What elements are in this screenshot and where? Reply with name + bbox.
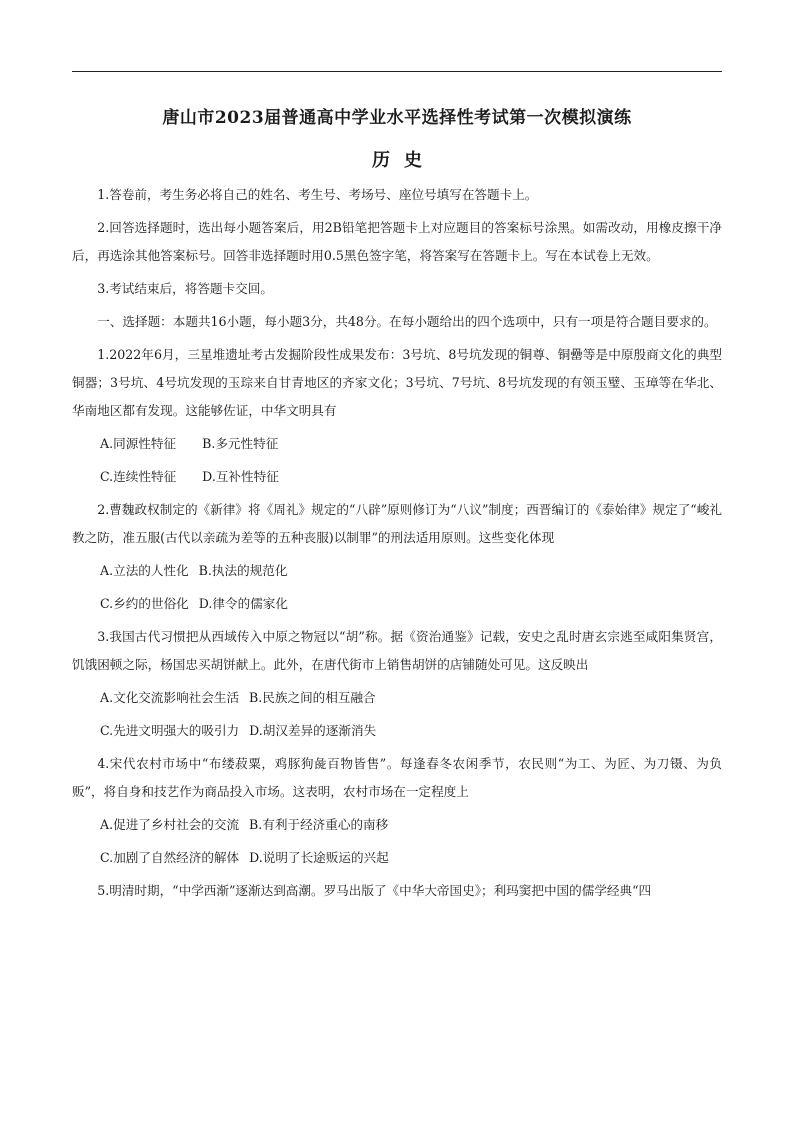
question-1-option-b: B.多元性特征 [202, 436, 279, 451]
question-4-option-d: D.说明了长途贩运的兴起 [249, 850, 389, 865]
question-5-stem: 5.明清时期，“中学西渐”逐渐达到高潮。罗马出版了《中华大帝国史》；利玛窦把中国的儒学经典“四 [97, 883, 652, 898]
question-2-options-row-1 [72, 557, 722, 585]
question-1-option-c: C.连续性特征 [100, 469, 177, 484]
question-4-option-a: A.促进了乡村社会的交流 [100, 817, 240, 832]
question-4-stem: 4.宋代农村市场中“布缕菽粟，鸡豚狗彘百物皆售”。每逢春冬农闲季节，农民则“为工、为匠、为刀镊、为负贩”，将自身和技艺作为商品投入市场。这表明，农村市场在一定程度上 [72, 756, 722, 799]
question-3-option-b: B.民族之间的相互融合 [249, 690, 376, 705]
question-3-option-a: A.文化交流影响社会生活 [100, 690, 240, 705]
question-2-option-a: A.立法的人性化 [100, 563, 189, 578]
question-3-option-d: D.胡汉差异的逐渐消失 [249, 723, 377, 738]
instruction-1: 1.答卷前，考生务必将自己的姓名、考生号、考场号、座位号填写在答题卡上。 [97, 187, 538, 202]
instruction-3: 3.考试结束后，将答题卡交回。 [97, 281, 273, 296]
exam-body [72, 181, 722, 910]
question-1-stem: 1.2022年6月，三星堆遗址考古发掘阶段性成果发布：3号坑、8号坑发现的铜尊、铜罍等是中原殷商文化的典型铜器；3号坑、4号坑发现的玉琮来自甘青地区的齐家文化；3号坑、7号坑、8号坑发现的有领玉璧、玉璋等在华北、华南地区都有发现。这能够佐证，中华文明具有 [72, 347, 722, 418]
question-1-options-row-2 [72, 463, 722, 491]
question-1-option-d: D.互补性特征 [202, 469, 279, 484]
question-4-options-row-1 [72, 811, 722, 839]
question-3-stem: 3.我国古代习惯把从西域传入中原之物冠以“胡”称。据《资治通鉴》记载，安史之乱时唐玄宗逃至咸阳集贤宫，饥饿困顿之际，杨国忠买胡饼献上。此外，在唐代街市上销售胡饼的店铺随处可见。这反映出 [72, 629, 722, 672]
question-1-option-a: A.同源性特征 [100, 436, 177, 451]
section-header: 一、选择题：本题共16小题，每小题3分，共48分。在每小题给出的四个选项中，只有一项是符合题目要求的。 [97, 314, 717, 329]
question-3-options-row-2 [72, 717, 722, 745]
question-2-stem: 2.曹魏政权制定的《新律》将《周礼》规定的“八辟”原则修订为“八议”制度；西晋编订的《泰始律》规定了“峻礼教之防，准五服(古代以亲疏为差等的五种丧服)以制罪”的刑法适用原则。这些变化体现 [72, 502, 722, 545]
header-rule [72, 71, 722, 72]
question-3-options-row-1 [72, 684, 722, 712]
instruction-2: 2.回答选择题时，选出每小题答案后，用2B铅笔把答题卡上对应题目的答案标号涂黑。如需改动，用橡皮擦干净后，再选涂其他答案标号。回答非选择题时用0.5黑色签字笔，将答案写在答题卡上。写在本试卷上无效。 [72, 220, 722, 263]
question-2-option-d: D.律令的儒家化 [198, 596, 288, 611]
subject-title: 历史 [372, 150, 436, 171]
exam-title: 唐山市2023届普通高中学业水平选择性考试第一次模拟演练 [162, 108, 632, 128]
question-4-option-b: B.有利于经济重心的南移 [249, 817, 389, 832]
question-4-options-row-2 [72, 844, 722, 872]
question-1-options-row-1 [72, 430, 722, 458]
question-4-option-c: C.加剧了自然经济的解体 [100, 850, 240, 865]
question-2-option-b: B.执法的规范化 [198, 563, 288, 578]
question-3-option-c: C.先进文明强大的吸引力 [100, 723, 240, 738]
question-2-options-row-2 [72, 590, 722, 618]
question-2-option-c: C.乡约的世俗化 [100, 596, 189, 611]
